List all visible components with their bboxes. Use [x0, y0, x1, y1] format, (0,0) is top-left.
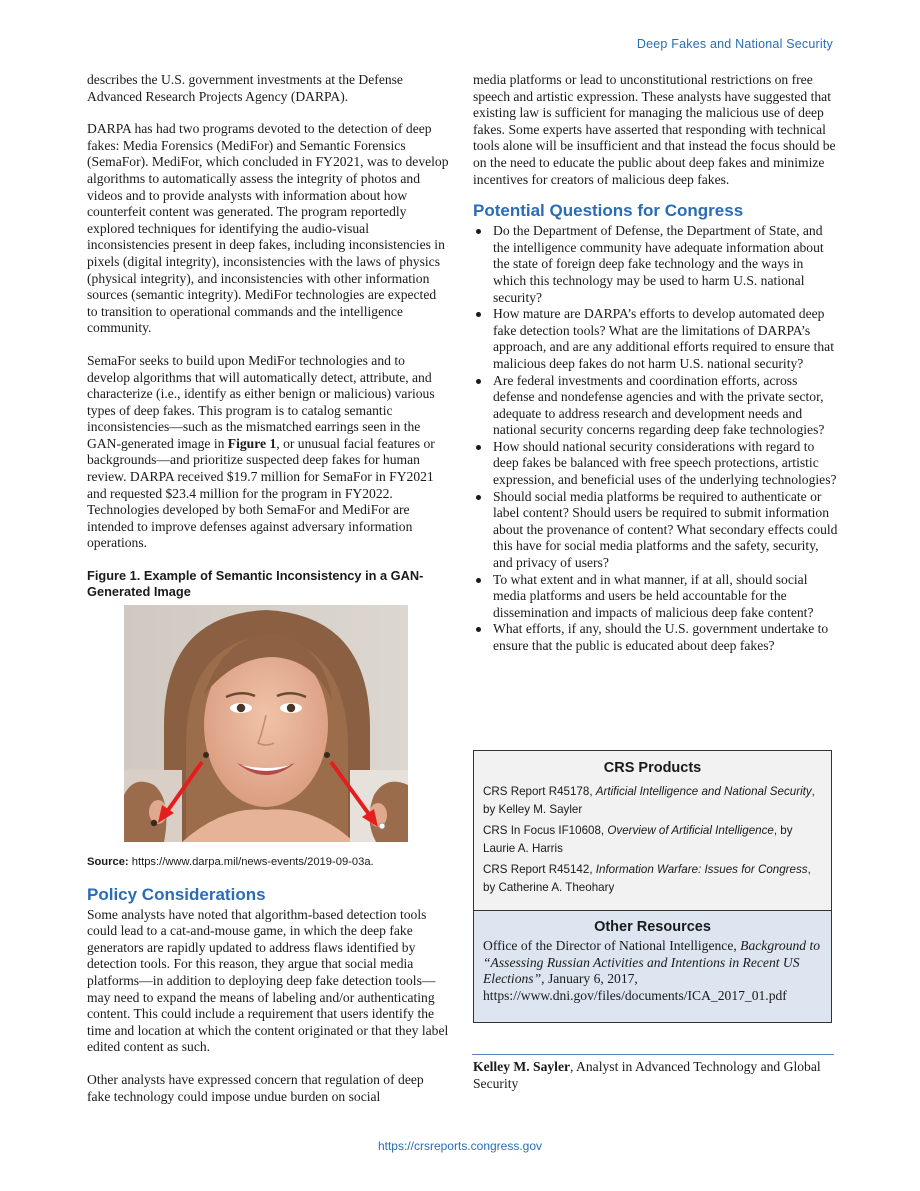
paragraph: describes the U.S. government investments at the Defense Advanced Research Projects Agency (DARPA). — [87, 72, 403, 104]
resource-title: Background to “Assessing Russian Activities and Intentions in Recent US Elections” — [483, 937, 821, 987]
paragraph: DARPA has had two programs devoted to the detection of deep fakes: Media Forensics (MediFor) and Semantic Forensics (SemaFor). MediFor, which concluded in FY2021, was to develop algorithms to automatically assess the integrity of photos and videos and to provide analysts with information about how counterfeit content was generated. The program reportedly explored techniques for identifying the audio-visual inconsistencies present in deep fakes, including inconsistencies in pixels (digital integrity), inconsistencies with the laws of physics (physical integrity), and inconsistencies with other information sources (semantic integrity). MediFor technologies are expected to transition to operational commands and the intelligence community. — [87, 121, 449, 336]
figure-title: Figure 1. Example of Semantic Inconsistency in a GAN-Generated Image — [87, 568, 424, 599]
author-info — [473, 1059, 835, 1092]
text-run: , by Catherine A. Theohary — [483, 863, 811, 894]
list-item: How mature are DARPA’s efforts to develop automated deep fake detection tools? What are the limitations of DARPA’s approach, and are any additional efforts required to ensure that malicious deep fakes do not harm U.S. national security? — [473, 306, 838, 372]
crs-products-heading: CRS Products — [603, 760, 702, 776]
resource-link[interactable]: , January 6, 2017, https://www.dni.gov/files/documents/ICA_2017_01.pdf — [483, 971, 787, 1004]
section-heading-policy: Policy Considerations — [87, 884, 266, 904]
text-run: , or unusual facial features or backgrounds—and prioritize suspected deep fakes for human review. DARPA received $19.7 million for SemaFor in FY2021 and requested $23.4 million for the program in FY2022. Technologies developed by both SemaFor and MediFor are intended to improve defenses against adversary information operations. — [87, 435, 435, 551]
text-run: CRS In Focus IF10608, — [483, 824, 608, 837]
report-link[interactable]: Information Warfare: Issues for Congress — [595, 863, 808, 876]
product-item — [483, 822, 822, 858]
section-heading-questions: Potential Questions for Congress — [473, 201, 744, 221]
other-resources-section — [474, 910, 831, 1022]
questions-list — [473, 223, 838, 654]
footer-link[interactable]: https://crsreports.congress.gov — [377, 1139, 543, 1153]
paragraph: Other analysts have expressed concern that regulation of deep fake technology could impose undue burden on social — [87, 1071, 424, 1104]
text-run: CRS Report R45142, — [483, 863, 596, 876]
face-illustration — [124, 605, 408, 842]
list-item: Do the Department of Defense, the Department of State, and the intelligence community have adequate information about the state of foreign deep fake technology and the ways in which this technology may be used to harm U.S. national security? — [473, 223, 838, 306]
source-url: https://www.darpa.mil/news-events/2019-09-03a. — [131, 856, 374, 869]
list-item: How should national security considerations with regard to deep fakes be balanced with free speech protections, artistic expression, and beneficial uses of the underlying technologies? — [473, 439, 838, 489]
product-item — [483, 783, 822, 819]
list-item: What efforts, if any, should the U.S. government undertake to ensure that the public is educated about deep fakes? — [473, 621, 838, 654]
list-item: Should social media platforms be required to authenticate or label content? Should users be required to submit information about the provenance of content? What secondary effects could this have for social media platforms and the safety, security, and privacy of users? — [473, 489, 838, 572]
sidebar-box — [473, 750, 832, 1023]
left-column — [87, 72, 449, 1121]
text-run: Office of the Director of National Intelligence, — [483, 937, 741, 953]
text-run: SemaFor seeks to build upon MediFor technologies and to develop algorithms that will automatically detect, attribute, and characterize (i.e., identify as either benign or malicious) various types of deep fakes. This program is to catalog semantic inconsistencies—such as the mismatched earrings seen in the GAN-generated image in — [87, 352, 435, 451]
paragraph: Some analysts have noted that algorithm-based detection tools could lead to a cat-and-mouse game, in which the deep fake generators are rapidly updated to address flaws identified by detection tools. For this reason, they argue that social media platforms—in addition to deploying deep fake detection tools—may need to expand the means of labeling and/or authenticating content. This could include a requirement that users identify the time and location at which the content originated or that they label edited content as such. — [87, 906, 449, 1055]
report-link[interactable]: Overview of Artificial Intelligence — [607, 824, 774, 837]
report-link[interactable]: Artificial Intelligence and National Security — [595, 785, 812, 798]
list-item: Are federal investments and coordination efforts, across defense and nondefense agencies and with the private sector, adequate to address research and development needs and national security concerns regarding deep fake technologies? — [473, 373, 838, 439]
crs-products-section — [474, 751, 831, 910]
right-column — [473, 72, 838, 655]
product-item — [483, 861, 822, 897]
figure-reference: Figure 1 — [227, 435, 277, 451]
author-name: Kelley M. Sayler — [473, 1059, 571, 1074]
other-resources-heading: Other Resources — [594, 919, 711, 935]
text-run: , by Laurie A. Harris — [483, 824, 793, 855]
text-run: , by Kelley M. Sayler — [483, 785, 815, 816]
author-divider — [472, 1054, 834, 1055]
gan-face-image — [124, 605, 408, 842]
source-label: Source: — [87, 856, 129, 869]
list-item: To what extent and in what manner, if at all, should social media platforms and users be held accountable for the dissemination and impacts of malicious deep fake content? — [473, 572, 838, 622]
author-role: , Analyst in Advanced Technology and Global Security — [473, 1059, 821, 1091]
running-header: Deep Fakes and National Security — [636, 37, 833, 51]
paragraph: media platforms or lead to unconstitutional restrictions on free speech and artistic expression. These analysts have suggested that existing law is sufficient for managing the malicious use of deep fakes. Some experts have asserted that responding with technical tools alone will be insufficient and that instead the focus should be on the need to educate the public about deep fakes and minimize incentives for creators of malicious deep fakes. — [473, 72, 836, 187]
figure-source — [87, 854, 449, 871]
text-run: CRS Report R45178, — [483, 785, 596, 798]
paragraph — [87, 353, 449, 552]
